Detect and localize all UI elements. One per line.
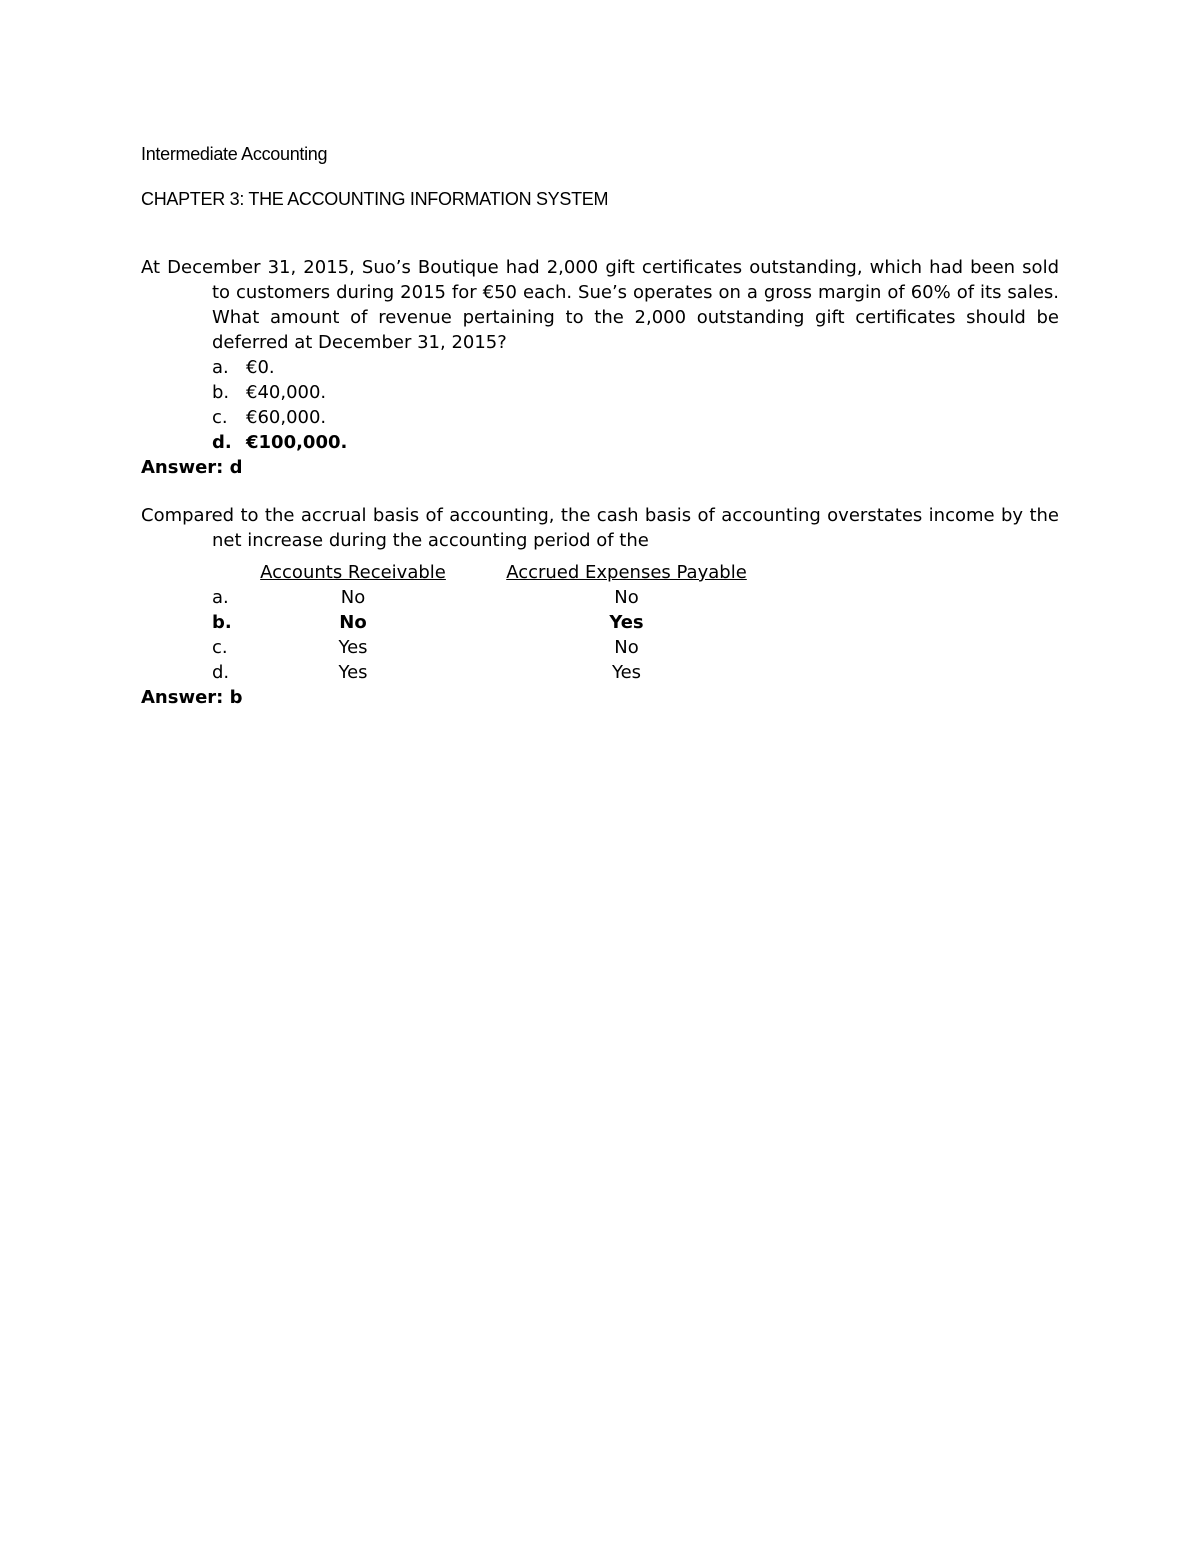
option-letter: b.	[212, 612, 232, 633]
option-letter: d.	[212, 432, 232, 453]
question-2	[141, 503, 1059, 710]
option-text: €100,000.	[246, 432, 348, 453]
column-header	[494, 560, 759, 585]
column-header-label: Accrued Expenses Payable	[506, 562, 747, 583]
table-cell: Yes	[609, 612, 644, 633]
option-letter: c.	[212, 637, 228, 658]
option-b	[212, 380, 1059, 405]
table-row	[141, 585, 1059, 610]
table-header-row	[141, 560, 1059, 585]
option-text: €0.	[246, 357, 275, 378]
table-row-correct	[141, 610, 1059, 635]
option-letter: a.	[212, 587, 229, 608]
question-2-stem: Compared to the accrual basis of accounting, the cash basis of accounting overstates income by the net increase during the accounting period of the	[141, 505, 1059, 551]
question-1-stem: At December 31, 2015, Suo’s Boutique had 2,000 gift certificates outstanding, which had been sold to customers during 2015 for €50 each. Sue’s operates on a gross margin of 60% of its sales. What amount of revenue pertaining to the 2,000 outstanding gift certificates should be deferred at December 31, 2015?	[141, 257, 1059, 353]
table-cell: No	[614, 637, 639, 658]
option-letter: c.	[212, 407, 228, 428]
table-cell: No	[340, 587, 366, 608]
course-title: Intermediate Accounting	[141, 144, 328, 164]
option-text: €60,000.	[246, 407, 327, 428]
question-1-options	[141, 355, 1059, 455]
question-2-answer: Answer: b	[141, 687, 243, 708]
option-d-correct	[212, 430, 1059, 455]
table-cell: No	[614, 587, 639, 608]
chapter-title: CHAPTER 3: THE ACCOUNTING INFORMATION SYSTEM	[141, 189, 609, 209]
column-header	[252, 560, 454, 585]
table-row	[141, 660, 1059, 685]
question-1-answer: Answer: d	[141, 457, 243, 478]
table-cell: No	[339, 612, 367, 633]
question-2-options-table	[141, 560, 1059, 685]
table-row	[141, 635, 1059, 660]
column-header-label: Accounts Receivable	[260, 562, 446, 583]
question-1	[141, 255, 1059, 480]
table-cell: Yes	[611, 662, 642, 683]
option-a	[212, 355, 1059, 380]
table-cell: Yes	[338, 662, 368, 683]
option-letter: d.	[212, 662, 230, 683]
option-letter: b.	[212, 382, 230, 403]
option-c	[212, 405, 1059, 430]
option-letter: a.	[212, 357, 229, 378]
option-text: €40,000.	[246, 382, 327, 403]
table-cell: Yes	[338, 637, 368, 658]
